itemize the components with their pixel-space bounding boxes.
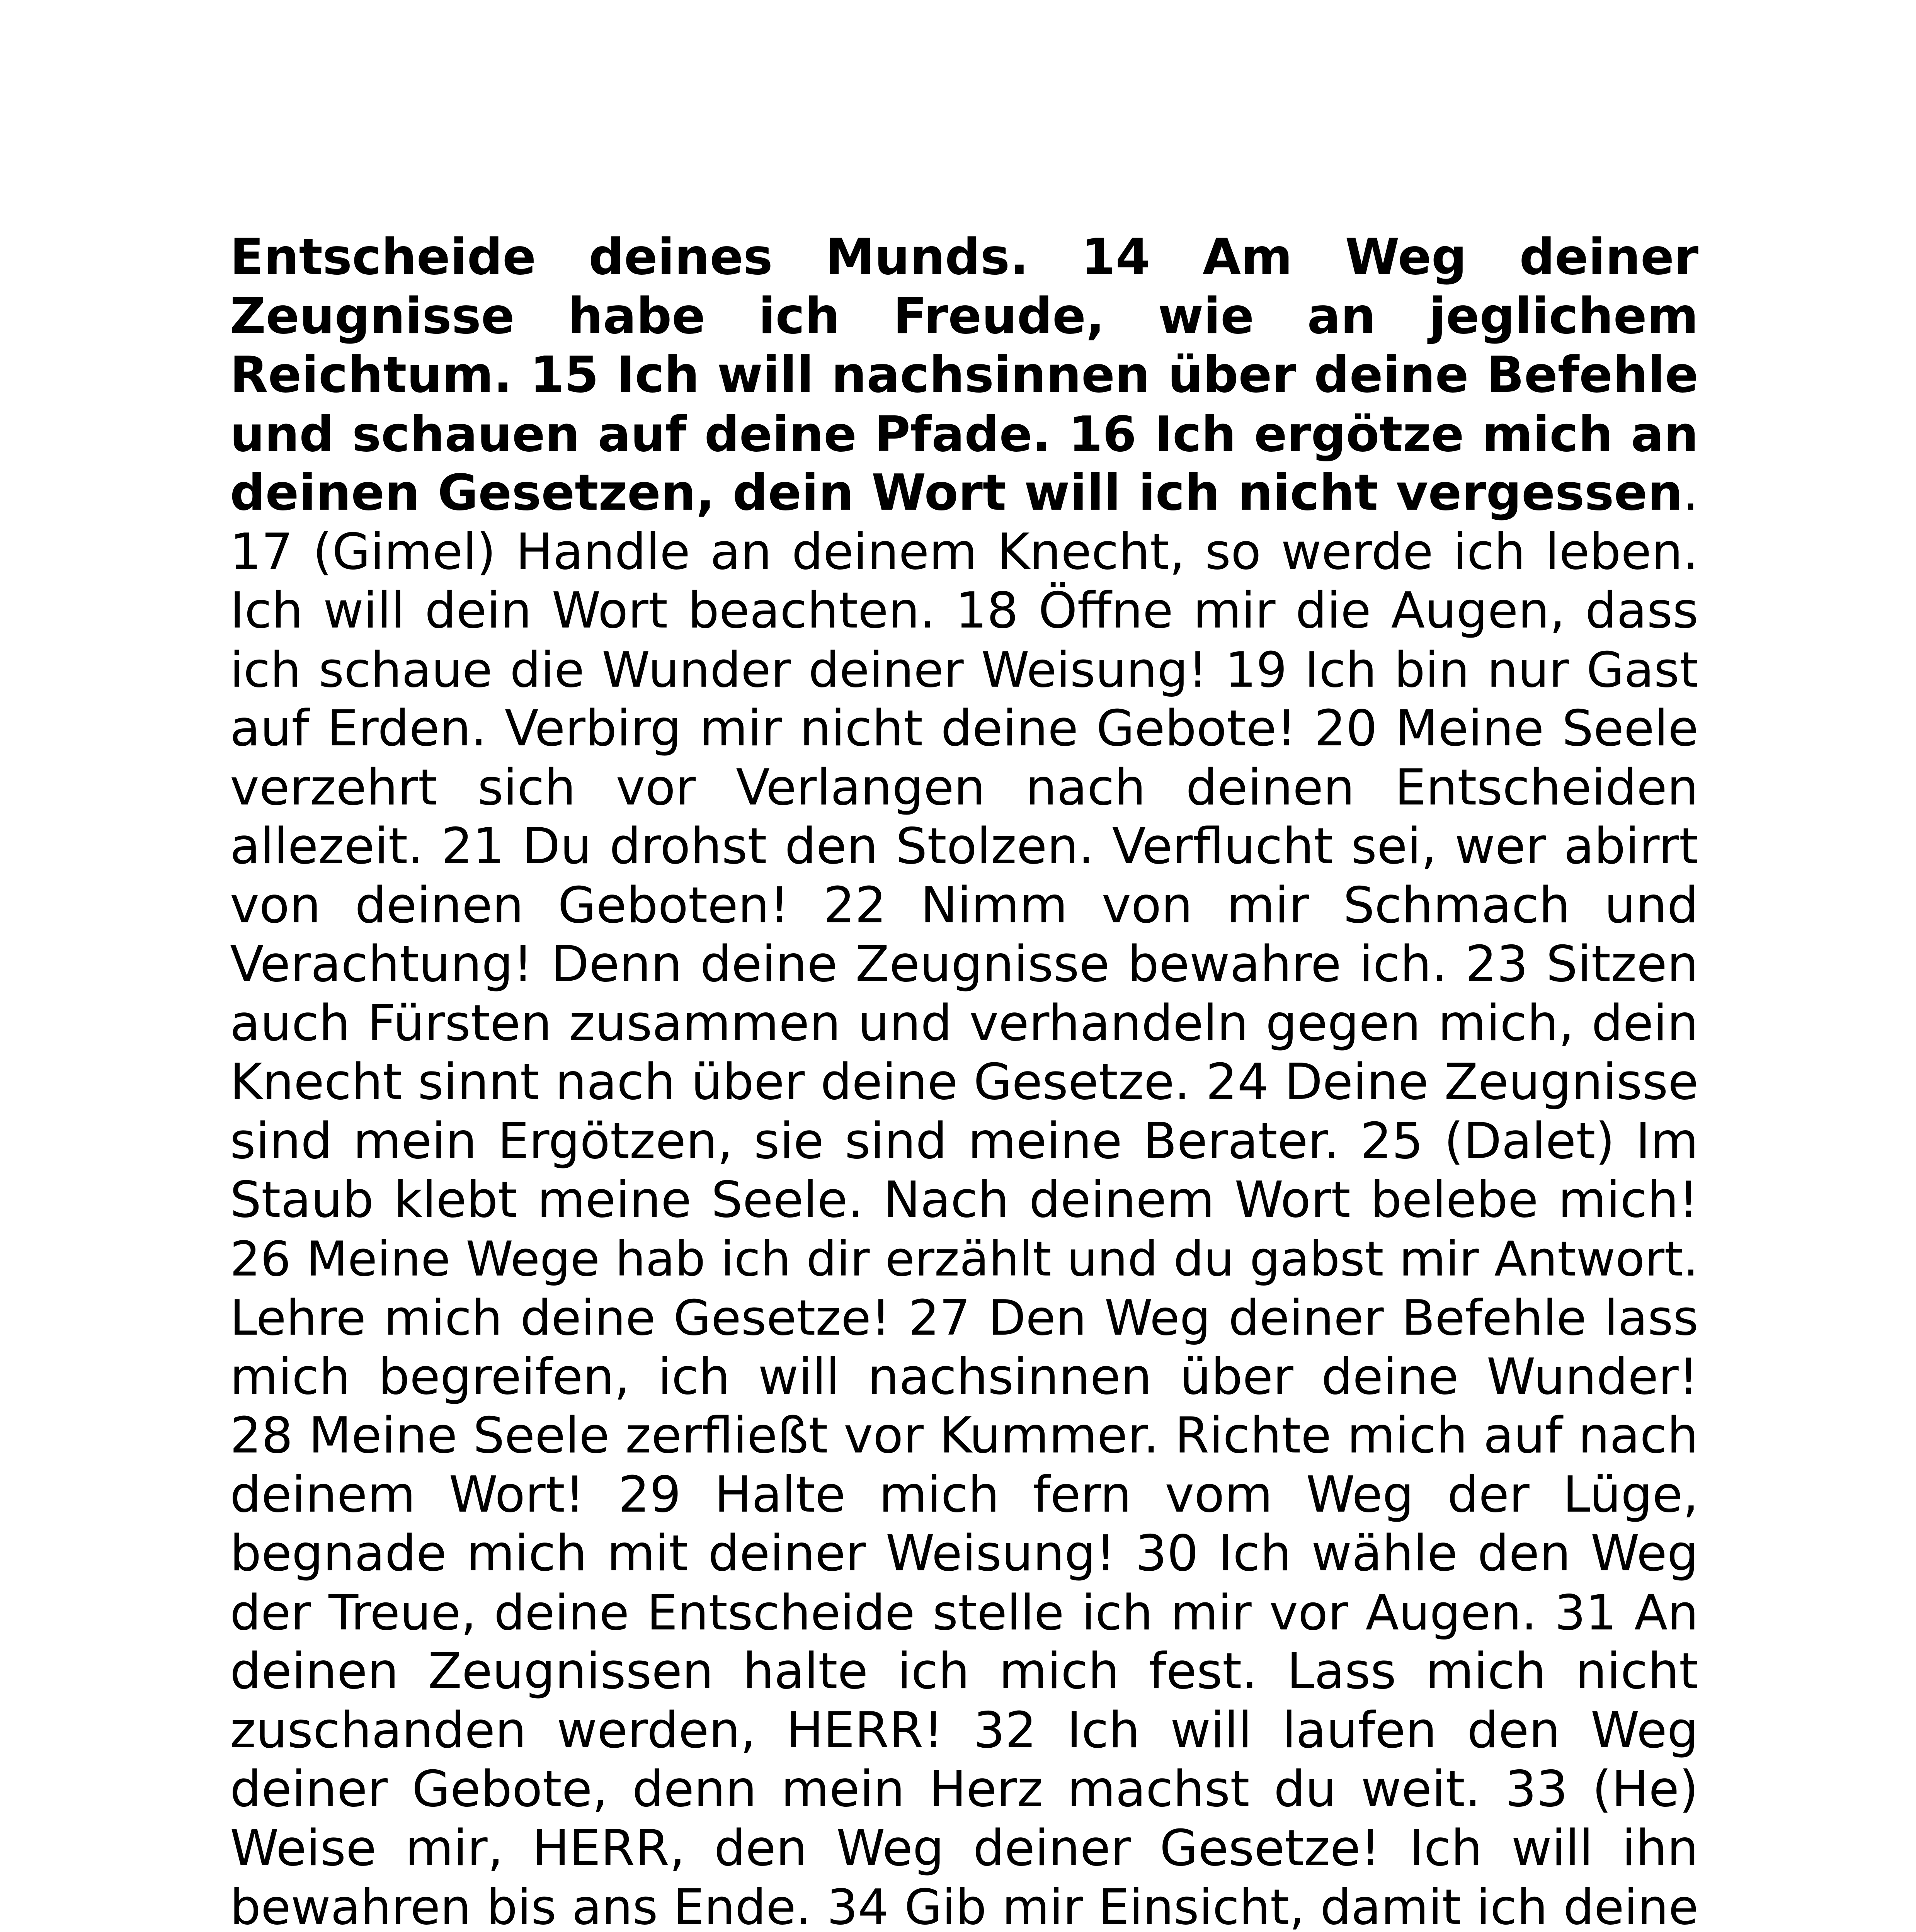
text-line: zuschanden werden, HERR! 32 Ich will laufen den Weg xyxy=(230,1701,1698,1759)
text-line-bold-part: deinen Gesetzen, dein Wort will ich nicht vergessen xyxy=(230,464,1683,522)
text-line-normal-part: . xyxy=(1683,464,1698,522)
text-line: Knecht sinnt nach über deine Gesetze. 24 Deine Zeugnisse xyxy=(230,1053,1698,1111)
text-line: deinen Zeugnissen halte ich mich fest. Lass mich nicht xyxy=(230,1643,1698,1700)
text-line: verzehrt sich vor Verlangen nach deinen Entscheiden xyxy=(230,759,1698,816)
text-line: der Treue, deine Entscheide stelle ich mir vor Augen. 31 An xyxy=(230,1584,1698,1641)
text-line: mich begreifen, ich will nachsinnen über deine Wunder! xyxy=(230,1348,1698,1406)
text-line: Ich will dein Wort beachten. 18 Öffne mir die Augen, dass xyxy=(230,582,1698,639)
text-line: allezeit. 21 Du drohst den Stolzen. Verflucht sei, wer abirrt xyxy=(230,818,1698,875)
text-line: deinem Wort! 29 Halte mich fern vom Weg der Lüge, xyxy=(230,1466,1698,1524)
text-line: sind mein Ergötzen, sie sind meine Berater. 25 (Dalet) Im xyxy=(230,1112,1698,1170)
text-line: Entscheide deines Munds. 14 Am Weg deiner xyxy=(230,228,1698,286)
text-line: Lehre mich deine Gesetze! 27 Den Weg deiner Befehle lass xyxy=(230,1289,1698,1346)
text-line: von deinen Geboten! 22 Nimm von mir Schmach und xyxy=(230,876,1698,934)
text-line: 26 Meine Wege hab ich dir erzählt und du gabst mir Antwort. xyxy=(230,1231,1698,1287)
text-line: auch Fürsten zusammen und verhandeln gegen mich, dein xyxy=(230,994,1698,1052)
text-line: und schauen auf deine Pfade. 16 Ich ergötze mich an xyxy=(230,405,1698,463)
text-line: Zeugnisse habe ich Freude, wie an jeglichem xyxy=(230,287,1698,345)
text-line: Staub klebt meine Seele. Nach deinem Wort belebe mich! xyxy=(230,1171,1698,1229)
text-line: 28 Meine Seele zerfließt vor Kummer. Richte mich auf nach xyxy=(230,1407,1698,1464)
text-line: bewahren bis ans Ende. 34 Gib mir Einsicht, damit ich deine xyxy=(230,1879,1698,1932)
text-line: Weise mir, HERR, den Weg deiner Gesetze! Ich will ihn xyxy=(230,1819,1698,1877)
text-line: begnade mich mit deiner Weisung! 30 Ich wähle den Weg xyxy=(230,1525,1698,1582)
psalm-text-block xyxy=(230,228,1698,1932)
text-line: ich schaue die Wunder deiner Weisung! 19 Ich bin nur Gast xyxy=(230,641,1698,698)
text-line: 17 (Gimel) Handle an deinem Knecht, so werde ich leben. xyxy=(230,523,1698,581)
text-line xyxy=(230,464,1698,523)
text-line: Reichtum. 15 Ich will nachsinnen über deine Befehle xyxy=(230,346,1698,404)
text-line: deiner Gebote, denn mein Herz machst du weit. 33 (He) xyxy=(230,1760,1698,1818)
text-line: Verachtung! Denn deine Zeugnisse bewahre ich. 23 Sitzen xyxy=(230,935,1698,993)
text-line: auf Erden. Verbirg mir nicht deine Gebote! 20 Meine Seele xyxy=(230,700,1698,757)
